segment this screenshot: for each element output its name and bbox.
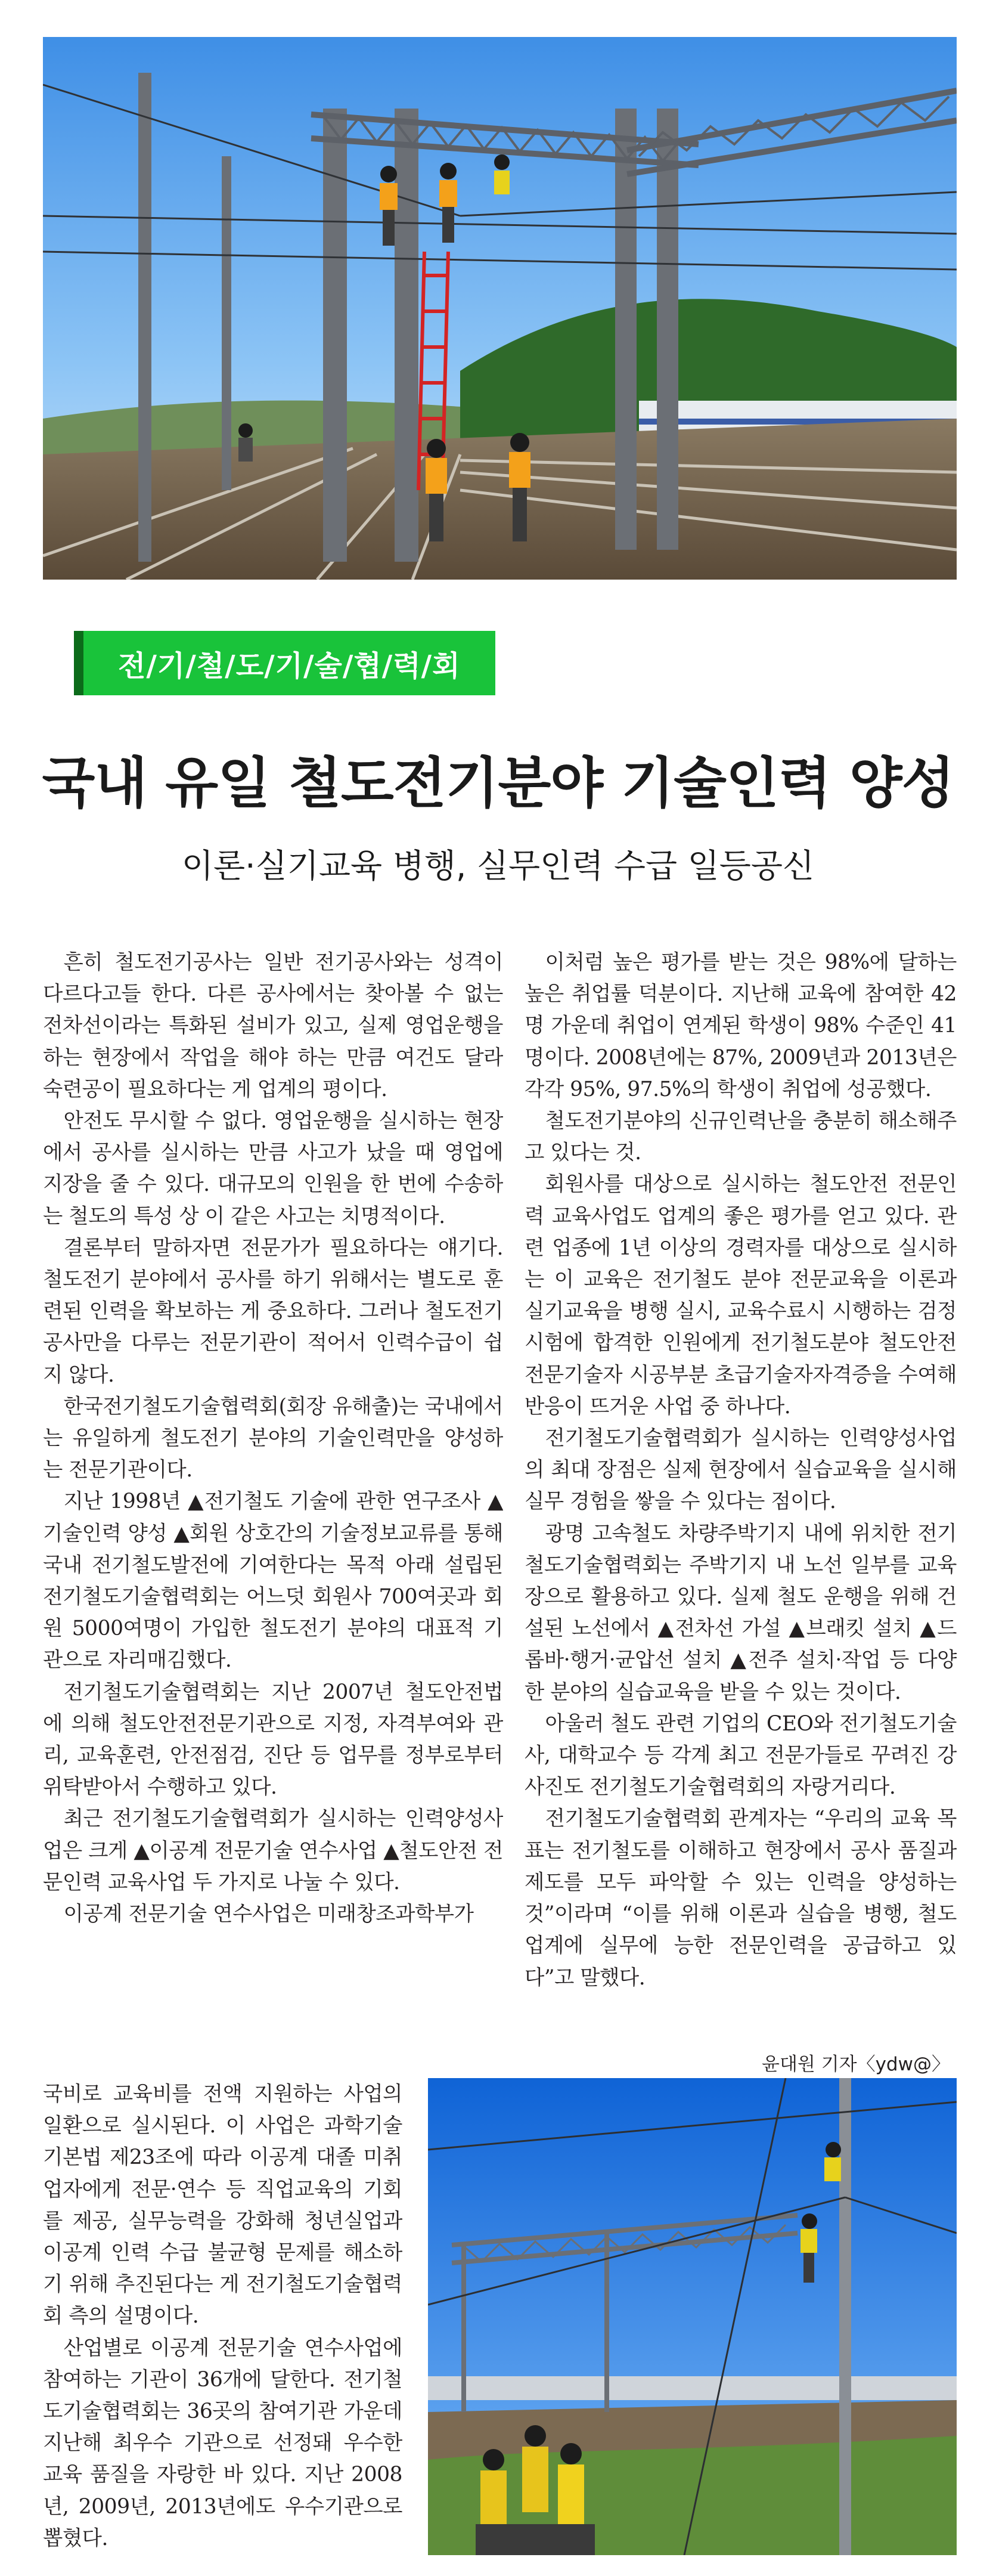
article-paragraph: 지난 1998년 ▲전기철도 기술에 관한 연구조사 ▲기술인력 양성 ▲회원 상호간의 기술정보교류를 통해 국내 전기철도발전에 기여한다는 목적 아래 설립된 전기철도기술협력회는 어느덧 회원사 700여곳과 회원 5000여명이 가입한 철도전기 분야의 대표적 기관으로 자리매김했다. [43, 1490, 503, 1673]
article-paragraph: 최근 전기철도기술협력회가 실시하는 인력양성사업은 크게 ▲이공계 전문기술 연수사업 ▲철도안전 전문인력 교육사업 두 가지로 나눌 수 있다. [43, 1807, 503, 1894]
article-column-right [525, 947, 957, 2077]
article-column-left [43, 947, 503, 2079]
article-paragraph: 전기철도기술협력회는 지난 2007년 철도안전법에 의해 철도안전전문기관으로 지정, 자격부여와 관리, 교육훈련, 안전점검, 진단 등 업무를 정부로부터 위탁받아서 수행하고 있다. [43, 1680, 503, 1800]
article-paragraph: 흔히 철도전기공사는 일반 전기공사와는 성격이 다르다고들 한다. 다른 공사에서는 찾아볼 수 없는 전차선이라는 특화된 설비가 있고, 실제 영업운행을 하는 현장에서 작업을 해야 하는 만큼 여건도 달라 숙련공이 필요하다는 게 업계의 평이다. [43, 950, 503, 1101]
section-tag-label: 전/기/철/도/기/술/협/력/회 [118, 649, 461, 683]
article-paragraph: 전기철도기술협력회가 실시하는 인력양성사업의 최대 장점은 실제 현장에서 실습교육을 실시해 실무 경험을 쌓을 수 있다는 점이다. [525, 1426, 957, 1514]
article-paragraph: 이처럼 높은 평가를 받는 것은 98%에 달하는 높은 취업률 덕분이다. 지난해 교육에 참여한 42명 가운데 취업이 연계된 학생이 98% 수준인 41명이다. 2008년에는 87%, 2009년과 2013년은 각각 95%, 97.5%의 학생이 취업에 성공했다. [525, 950, 957, 1101]
pole-training-photo [428, 2078, 957, 2555]
section-tag [74, 631, 495, 695]
article-paragraph: 한국전기철도기술협력회(회장 유해출)는 국내에서는 유일하게 철도전기 분야의 기술인력만을 양성하는 전문기관이다. [43, 1394, 503, 1482]
article-paragraph: 아울러 철도 관련 기업의 CEO와 전기철도기술사, 대학교수 등 각계 최고 전문가들로 꾸려진 강사진도 전기철도기술협력회의 자랑거리다. [525, 1711, 957, 1800]
article-paragraph: 산업별로 이공계 전문기술 연수사업에 참여하는 기관이 36개에 달한다. 전기철도기술협력회는 36곳의 참여기관 가운데 지난해 최우수 기관으로 선정돼 우수한 교육 품질을 자랑한 바 있다. 지난 2008년, 2009년, 2013년에도 우수기관으로 뽑혔다. [43, 2336, 402, 2550]
article-paragraph: 전기철도기술협력회 관계자는 “우리의 교육 목표는 전기철도를 이해하고 현장에서 공사 품질과 제도를 모두 파악할 수 있는 인력을 양성하는 것”이라며 “이를 위해 이론과 실습을 병행, 철도업계에 실무에 능한 전문인력을 공급하고 있다”고 말했다. [525, 1807, 957, 1990]
catenary-workers-photo [43, 37, 957, 580]
article-paragraph: 안전도 무시할 수 없다. 영업운행을 실시하는 현장에서 공사를 실시하는 만큼 사고가 났을 때 영업에 지장을 줄 수 있다. 대규모의 인원을 한 번에 수송하는 철도의 특성 상 이 같은 사고는 치명적이다. [43, 1109, 503, 1228]
article-paragraph: 결론부터 말하자면 전문가가 필요하다는 얘기다. 철도전기 분야에서 공사를 하기 위해서는 별도로 훈련된 인력을 확보하는 게 중요하다. 그러나 철도전기공사만을 다루는 전문기관이 적어서 인력수급이 쉽지 않다. [43, 1236, 503, 1387]
article-column-left-continued [43, 2079, 402, 2576]
article-paragraph: 회원사를 대상으로 실시하는 철도안전 전문인력 교육사업도 업계의 좋은 평가를 얻고 있다. 관련 업종에 1년 이상의 경력자를 대상으로 실시하는 이 교육은 전기철도 분야 전문교육을 이론과 실기교육을 병행 실시, 교육수료시 시행하는 검정시험에 합격한 인원에게 전기철도분야 철도안전 전문기술자 시공부분 초급기술자자격증을 수여해 반응이 뜨거운 사업 중 하나다. [525, 1172, 957, 1419]
article-paragraph: 광명 고속철도 차량주박기지 내에 위치한 전기철도기술협력회는 주박기지 내 노선 일부를 교육장으로 활용하고 있다. 실제 철도 운행을 위해 건설된 노선에서 ▲전차선 가설 ▲브래킷 설치 ▲드롭바·행거·균압선 설치 ▲전주 설치·작업 등 다양한 분야의 실습교육을 받을 수 있는 것이다. [525, 1521, 957, 1704]
article-paragraph: 이공계 전문기술 연수사업은 미래창조과학부가 [63, 1902, 474, 1927]
byline: 윤대원 기자〈ydw@〉 [762, 2054, 950, 2075]
headline: 국내 유일 철도전기분야 기술인력 양성 [42, 751, 954, 815]
article-paragraph: 철도전기분야의 신규인력난을 충분히 해소해주고 있다는 것. [525, 1109, 957, 1165]
article-paragraph: 국비로 교육비를 전액 지원하는 사업의 일환으로 실시된다. 이 사업은 과학기술기본법 제23조에 따라 이공계 대졸 미취업자에게 전문·연수 등 직업교육의 기회를 제공, 실무능력을 강화해 청년실업과 이공계 인력 수급 불균형 문제를 해소하기 위해 추진된다는 게 전기철도기술협력회 측의 설명이다. [43, 2082, 402, 2329]
section-tag-accent-bar [74, 631, 83, 695]
subheadline: 이론·실기교육 병행, 실무인력 수급 일등공신 [181, 847, 815, 885]
